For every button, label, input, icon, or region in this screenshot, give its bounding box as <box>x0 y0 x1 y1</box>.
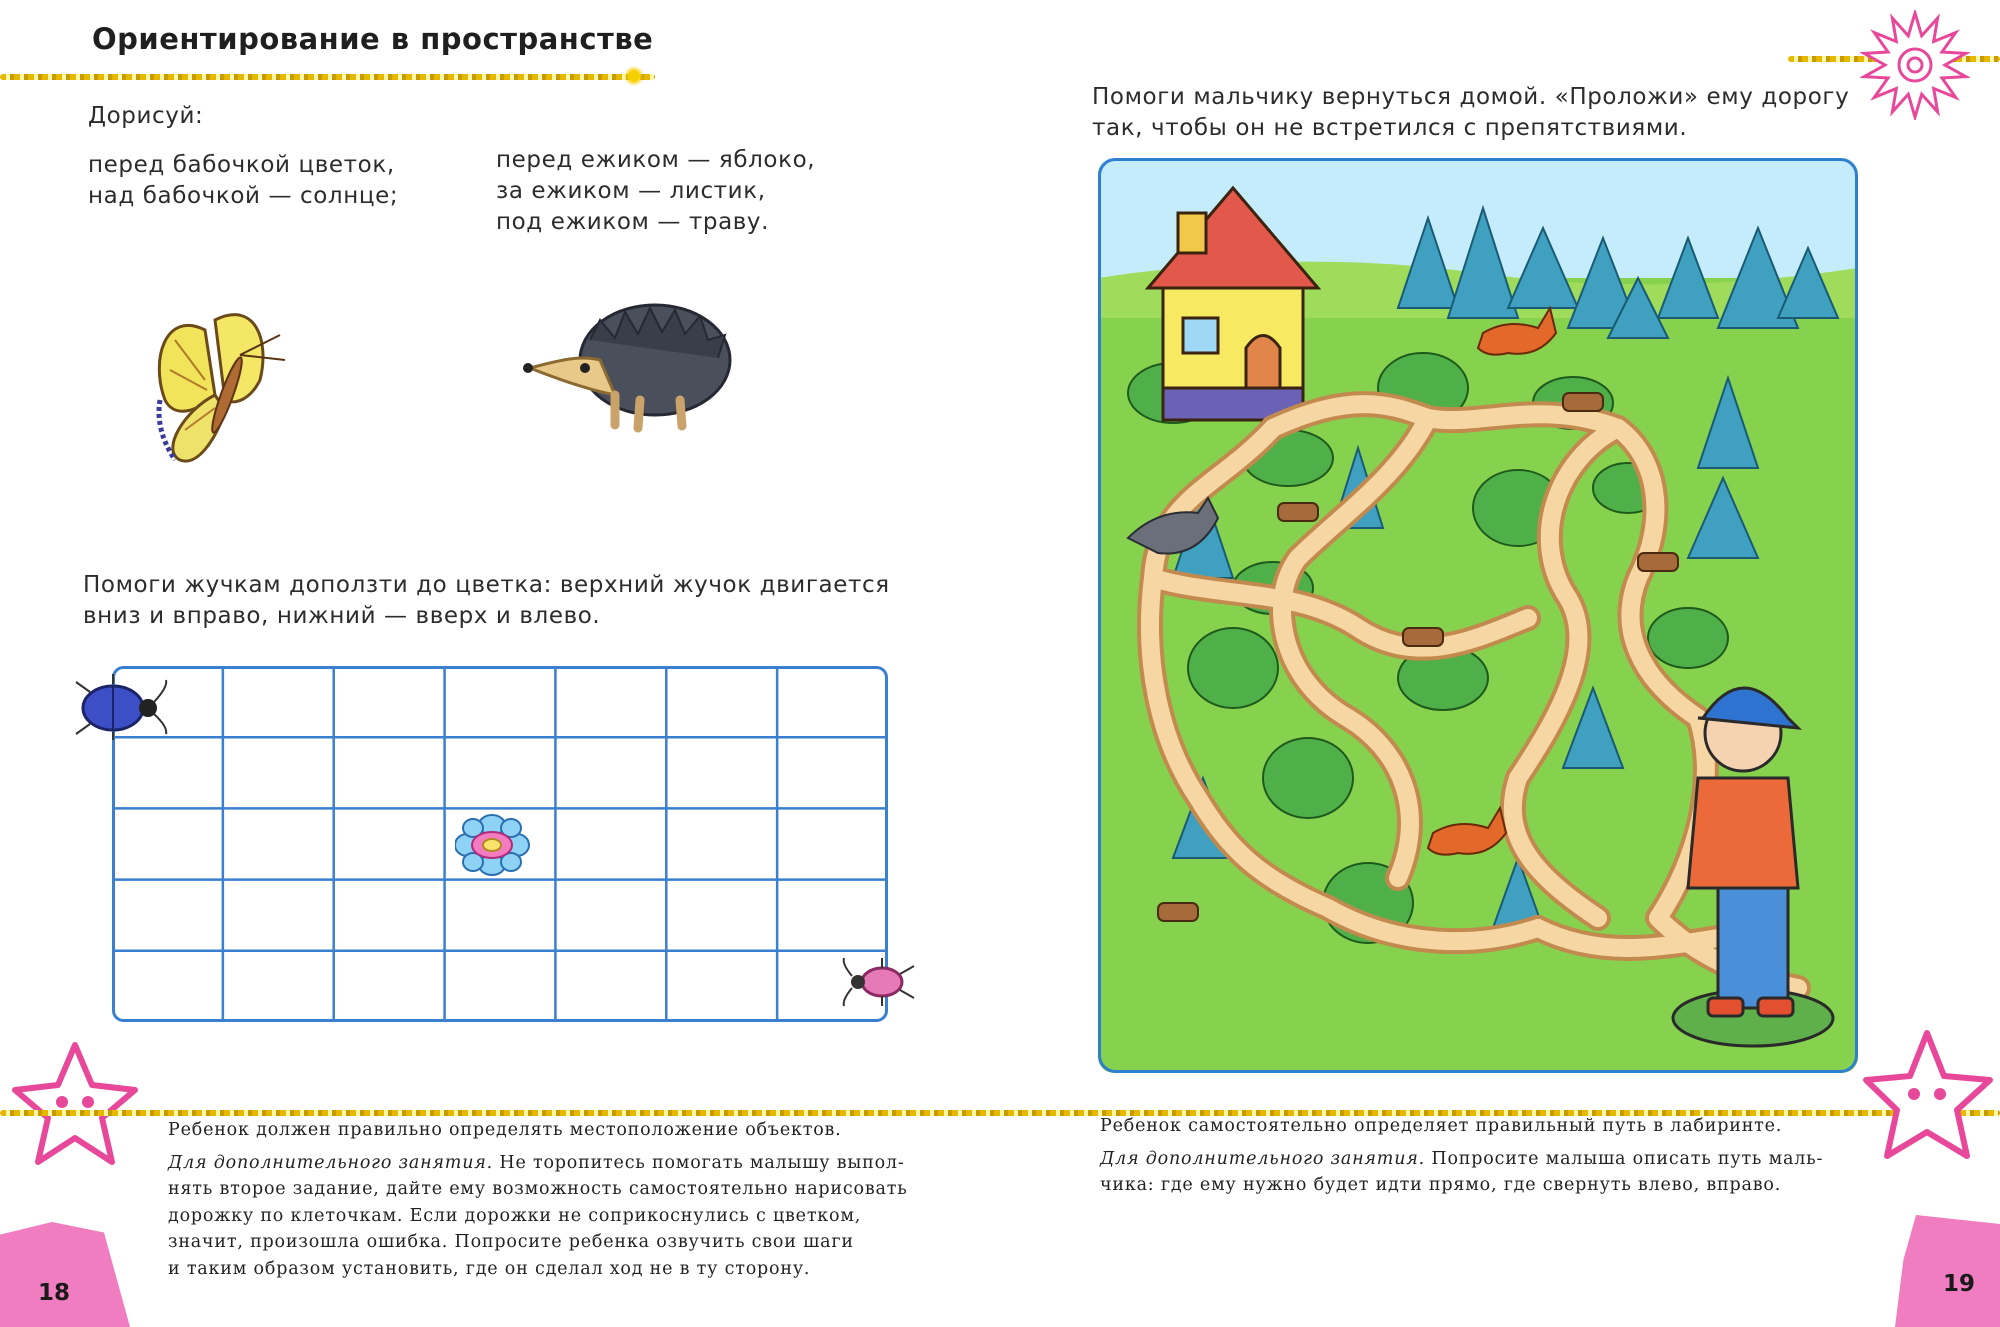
butterfly-icon <box>145 300 300 470</box>
left-note-extra-label: Для дополнительного занятия. <box>168 1152 494 1173</box>
star-icon <box>0 1040 140 1170</box>
sunburst-shape <box>1864 13 1965 117</box>
left-note-extra-line: нять второе задание, дайте ему возможность самостоятельно нарисовать <box>168 1179 908 1199</box>
beetle-icon <box>840 952 920 1012</box>
right-note <box>1100 1113 1860 1199</box>
left-note-extra-line: Не торопитесь помогать малышу выпол- <box>493 1152 905 1173</box>
task1-col1 <box>88 150 398 212</box>
hedgehog-icon <box>520 300 735 440</box>
left-note-line: Ребенок должен правильно определять местоположение объектов. <box>168 1120 842 1140</box>
task1-col2-line: перед ежиком — яблоко, <box>496 147 816 173</box>
sun-icon <box>1860 10 1970 120</box>
page-number-right: 19 <box>1943 1271 1976 1297</box>
page-title: Ориентирование в пространстве <box>92 22 654 56</box>
right-note-extra-line: чика: где ему нужно будет идти прямо, где свернуть влево, вправо. <box>1100 1175 1782 1195</box>
left-note-extra-line: и таким образом установить, где он сделал ход не в ту сторону. <box>168 1258 811 1279</box>
task1-col2 <box>496 145 815 238</box>
task1-col1-line: над бабочкой — солнце; <box>88 183 399 209</box>
right-note-line: Ребенок самостоятельно определяет правильный путь в лабиринте. <box>1100 1116 1783 1136</box>
flower-icon <box>455 813 530 877</box>
title-rope-divider <box>0 74 655 80</box>
right-note-extra <box>1100 1146 1860 1173</box>
page-number-left: 18 <box>38 1280 71 1306</box>
maze-task-line: Помоги мальчику вернуться домой. «Проложи» ему дорогу <box>1092 84 1850 110</box>
left-note-extra-line: значит, произошла ошибка. Попросите ребенка озвучить свои шаги <box>168 1232 854 1252</box>
page-corner-left <box>0 1222 130 1327</box>
maze-task-line: так, чтобы он не встретился с препятствиями. <box>1092 115 1688 141</box>
rope-tassel <box>622 64 646 88</box>
task1-col2-line: за ежиком — листик, <box>496 178 766 204</box>
right-note-extra-label: Для дополнительного занятия. <box>1100 1148 1426 1169</box>
left-note <box>168 1117 908 1282</box>
maze-illustration <box>1098 158 1858 1073</box>
left-note-extra <box>168 1150 908 1177</box>
task2-line: вниз и вправо, нижний — вверх и влево. <box>83 603 601 629</box>
task1-intro: Дорисуй: <box>88 103 204 129</box>
maze-task-text <box>1092 82 1849 144</box>
task2-line: Помоги жучкам доползти до цветка: верхний жучок двигается <box>83 572 890 598</box>
left-note-extra-line: дорожку по клеточкам. Если дорожки не соприкоснулись с цветком, <box>168 1205 862 1226</box>
task2-text <box>83 570 890 632</box>
task1-col1-line: перед бабочкой цветок, <box>88 152 395 178</box>
beetle-icon <box>68 672 173 742</box>
right-note-extra-line: Попросите малыша описать путь маль- <box>1425 1148 1824 1169</box>
task1-col2-line: под ежиком — траву. <box>496 209 770 235</box>
star-icon <box>1862 1028 2000 1163</box>
